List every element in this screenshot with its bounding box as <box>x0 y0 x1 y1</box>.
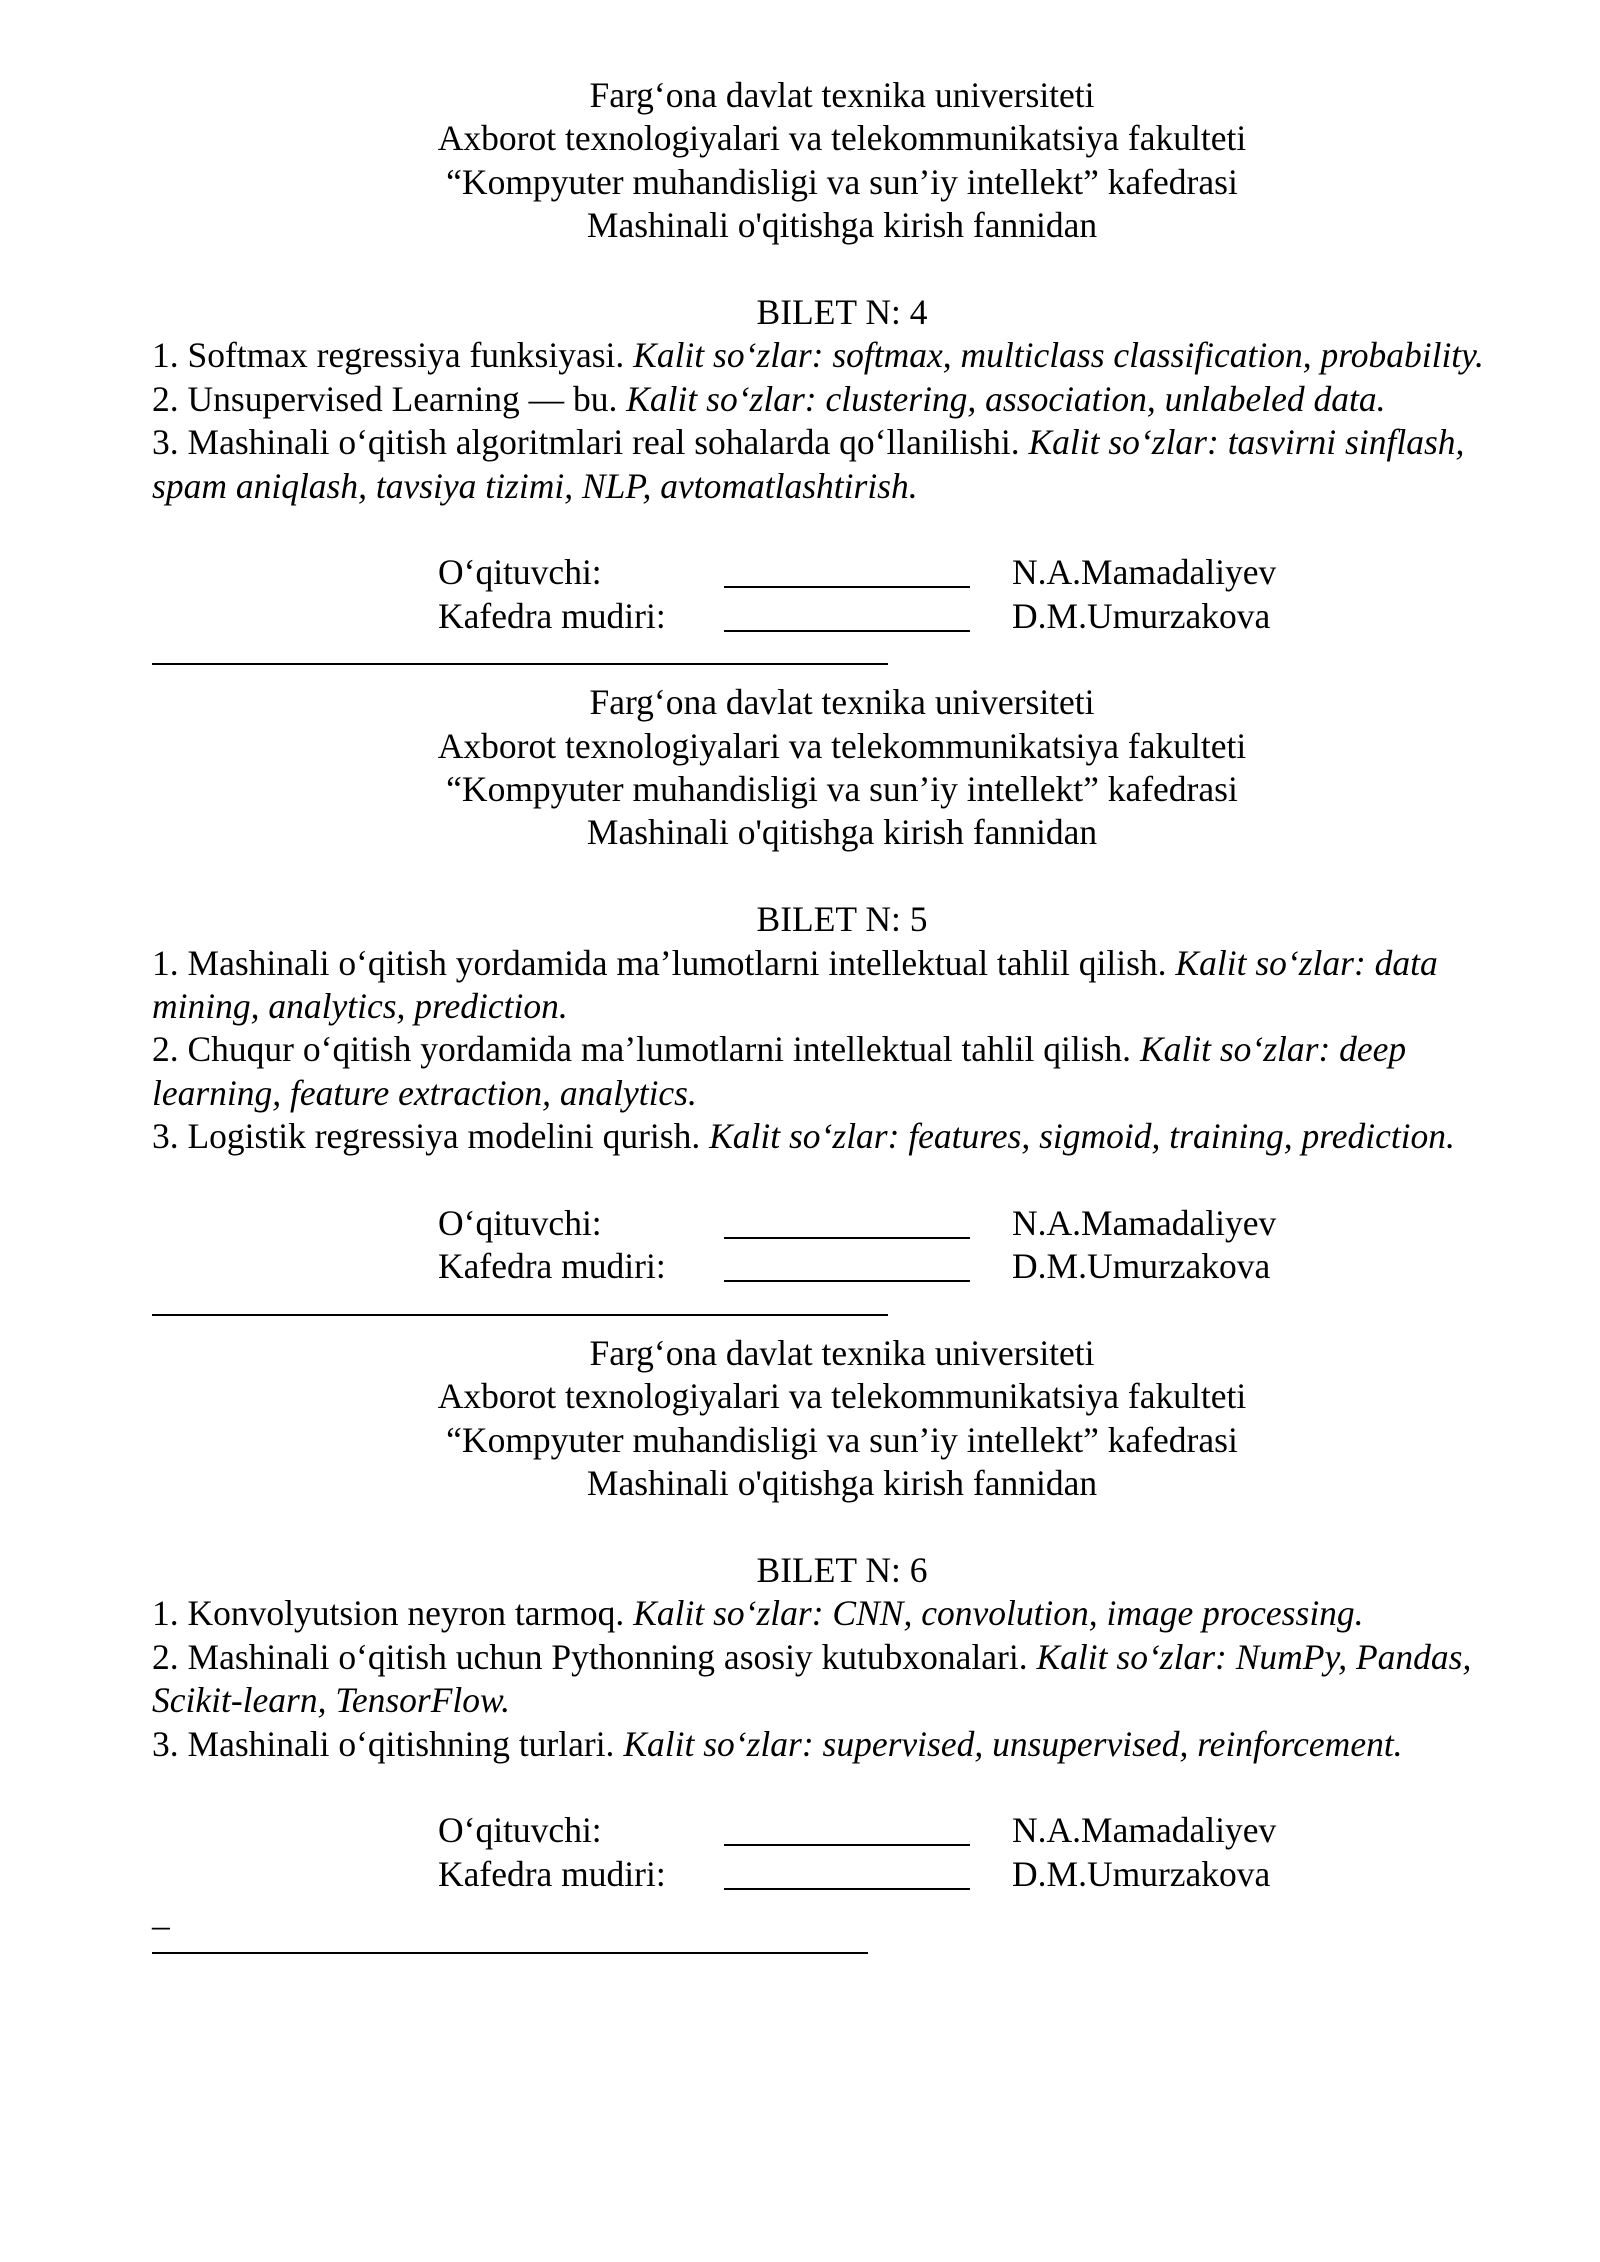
signature-line <box>724 1280 970 1282</box>
university-name: Farg‘ona davlat texnika universiteti <box>589 75 1095 115</box>
ticket-separator <box>152 1952 868 1954</box>
university-name: Farg‘ona davlat texnika universiteti <box>589 1332 1095 1373</box>
question-text: 1. Mashinali o‘qitish yordamida ma’lumotlarni intellektual tahlil qilish. <box>152 942 1176 983</box>
teacher-role-label: O‘qituvchi: <box>438 1203 602 1244</box>
question-3 <box>152 421 1532 508</box>
head-name: D.M.Umurzakova <box>1012 595 1271 636</box>
teacher-name: N.A.Mamadaliyev <box>1012 552 1277 593</box>
ticket-title: BILET N: 6 <box>756 1549 928 1590</box>
question-text: 2. Mashinali o‘qitish uchun Pythonning asosiy kutubxonalari. <box>152 1636 1037 1677</box>
subject-name: Mashinali o'qitishga kirish fannidan <box>586 812 1098 853</box>
question-text: 1. Konvolyutsion neyron tarmoq. <box>152 1593 634 1634</box>
question-1 <box>152 1592 1532 1635</box>
question-text: 3. Logistik regressiya modelini qurish. <box>152 1116 710 1157</box>
faculty-name: Axborot texnologiyalari va telekommunikatsiya fakulteti <box>437 118 1247 159</box>
question-keywords: Kalit so‘zlar: clustering, association, unlabeled data. <box>626 378 1386 419</box>
head-signature-row <box>152 595 1532 638</box>
university-name: Farg‘ona davlat texnika universiteti <box>589 682 1095 723</box>
question-keywords: Kalit so‘zlar: features, sigmoid, training, prediction. <box>709 1116 1455 1157</box>
signature-line <box>724 586 970 588</box>
question-3 <box>152 1723 1532 1766</box>
subject-name: Mashinali o'qitishga kirish fannidan <box>586 205 1098 246</box>
teacher-signature-row <box>152 1809 1532 1852</box>
question-2 <box>152 1028 1532 1115</box>
ticket-separator <box>152 663 888 665</box>
question-keywords: Kalit so‘zlar: NumPy, Pandas, Scikit-learn, TensorFlow. <box>152 1636 1472 1721</box>
teacher-role-label: O‘qituvchi: <box>438 1810 602 1851</box>
head-signature-row <box>152 1853 1532 1896</box>
question-text: 3. Mashinali o‘qitishning turlari. <box>152 1723 624 1764</box>
question-keywords: Kalit so‘zlar: CNN, convolution, image processing. <box>633 1593 1364 1634</box>
head-role-label: Kafedra mudiri: <box>438 1853 666 1894</box>
faculty-name: Axborot texnologiyalari va telekommunikatsiya fakulteti <box>437 725 1247 766</box>
department-name: “Kompyuter muhandisligi va sun’iy intellekt” kafedrasi <box>446 161 1238 202</box>
question-keywords: Kalit so‘zlar: data mining, analytics, prediction. <box>152 942 1438 1027</box>
head-role-label: Kafedra mudiri: <box>438 595 666 636</box>
question-keywords: Kalit so‘zlar: softmax, multiclass classification, probability. <box>633 335 1484 376</box>
question-1 <box>152 942 1532 1029</box>
teacher-name: N.A.Mamadaliyev <box>1012 1203 1277 1244</box>
teacher-name: N.A.Mamadaliyev <box>1012 1810 1277 1851</box>
question-2 <box>152 378 1532 421</box>
subject-name: Mashinali o'qitishga kirish fannidan <box>586 1463 1098 1504</box>
question-keywords: Kalit so‘zlar: supervised, unsupervised, reinforcement. <box>623 1723 1403 1764</box>
question-text: 2. Chuqur o‘qitish yordamida ma’lumotlarni intellektual tahlil qilish. <box>152 1029 1140 1070</box>
question-1 <box>152 334 1532 377</box>
teacher-signature-row <box>152 551 1532 594</box>
question-text: 2. Unsupervised Learning — bu. <box>152 378 627 419</box>
trailing-dash: – <box>152 1905 170 1946</box>
ticket-title: BILET N: 4 <box>756 292 928 333</box>
teacher-signature-row <box>152 1202 1532 1245</box>
question-text: 3. Mashinali o‘qitish algoritmlari real sohalarda qo‘llanilishi. <box>152 422 1029 463</box>
ticket-separator <box>152 1314 888 1316</box>
question-3 <box>152 1115 1532 1158</box>
ticket-title: BILET N: 5 <box>756 899 928 940</box>
teacher-role-label: O‘qituvchi: <box>438 552 602 593</box>
head-role-label: Kafedra mudiri: <box>438 1246 666 1287</box>
signature-block <box>152 1202 1532 1289</box>
question-2 <box>152 1636 1532 1723</box>
signature-line <box>724 1844 970 1846</box>
signature-block <box>152 1809 1532 1896</box>
signature-block <box>152 551 1532 638</box>
head-name: D.M.Umurzakova <box>1012 1246 1271 1287</box>
head-signature-row <box>152 1245 1532 1288</box>
document-page <box>152 74 1532 1954</box>
ticket-5 <box>152 681 1532 1316</box>
department-name: “Kompyuter muhandisligi va sun’iy intellekt” kafedrasi <box>446 1419 1238 1460</box>
question-keywords: Kalit so‘zlar: tasvirni sinflash, spam aniqlash, tavsiya tizimi, NLP, avtomatlashtirish. <box>152 422 1465 506</box>
signature-line <box>724 1888 970 1890</box>
department-name: “Kompyuter muhandisligi va sun’iy intellekt” kafedrasi <box>446 769 1238 810</box>
question-text: 1. Softmax regressiya funksiyasi. <box>152 335 634 376</box>
signature-line <box>724 630 970 632</box>
question-keywords: Kalit so‘zlar: deep learning, feature extraction, analytics. <box>152 1029 1407 1113</box>
signature-line <box>724 1237 970 1239</box>
head-name: D.M.Umurzakova <box>1012 1853 1271 1894</box>
faculty-name: Axborot texnologiyalari va telekommunikatsiya fakulteti <box>437 1376 1247 1417</box>
ticket-4 <box>152 74 1532 665</box>
ticket-6 <box>152 1332 1532 1954</box>
